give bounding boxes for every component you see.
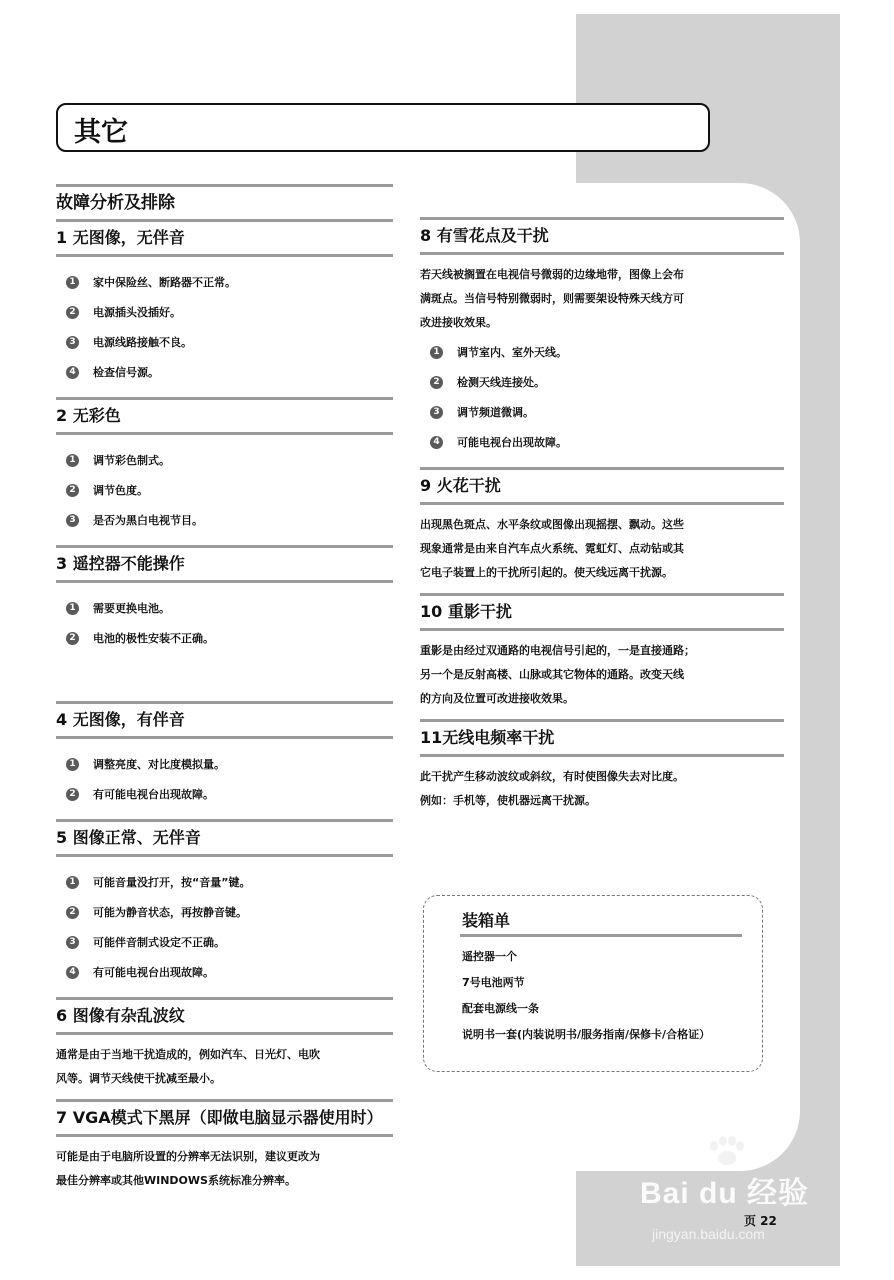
list-item — [56, 357, 393, 387]
item-text: 可能为静音状态，再按静音键。 — [93, 906, 247, 919]
paragraph-line: 另一个是反射高楼、山脉或其它物体的通路。改变天线 — [420, 668, 684, 681]
divider — [56, 736, 393, 739]
paragraph-line: 它电子装置上的干扰所引起的。使天线远离干扰源。 — [420, 566, 673, 579]
paw-icon — [706, 1136, 746, 1166]
number-badge: 2 — [66, 632, 79, 645]
packing-list-box — [423, 895, 763, 1072]
number-badge: 2 — [66, 306, 79, 319]
list-item — [56, 327, 393, 357]
section-title: 1 无图像，无伴音 — [56, 228, 185, 247]
number-badge: 3 — [66, 514, 79, 527]
paragraph-line: 满斑点。当信号特别微弱时，则需要架设特殊天线方可 — [420, 292, 684, 305]
paragraph-line: 最佳分辨率或其他WINDOWS系统标准分辨率。 — [56, 1174, 296, 1187]
section-title: 7 VGA模式下黑屏（即做电脑显示器使用时） — [56, 1108, 383, 1127]
paragraph-line: 现象通常是由来自汽车点火系统、霓虹灯、点动钻或其 — [420, 542, 684, 555]
list-item — [56, 297, 393, 327]
page-title: 其它 — [74, 117, 128, 148]
left-column — [56, 184, 393, 1201]
section-title: 3 遥控器不能操作 — [56, 554, 185, 573]
packing-list-item: 配套电源线一条 — [462, 1002, 539, 1015]
number-badge: 1 — [66, 602, 79, 615]
item-text: 调节室内、室外天线。 — [457, 346, 567, 359]
item-text: 调整亮度、对比度模拟量。 — [93, 758, 225, 771]
divider — [420, 217, 784, 220]
item-text: 电源插头没插好。 — [93, 306, 181, 319]
divider — [420, 593, 784, 596]
list-item — [56, 779, 393, 809]
item-text: 可能电视台出现故障。 — [457, 436, 567, 449]
packing-list-item: 7号电池两节 — [462, 976, 525, 989]
list-item — [56, 445, 393, 475]
item-text: 电池的极性安装不正确。 — [93, 632, 214, 645]
number-badge: 3 — [66, 336, 79, 349]
divider — [56, 580, 393, 583]
divider — [420, 719, 784, 722]
number-badge: 3 — [66, 936, 79, 949]
divider — [56, 397, 393, 400]
list-item — [56, 623, 393, 653]
section-title: 5 图像正常、无伴音 — [56, 828, 201, 847]
main-heading: 故障分析及排除 — [56, 193, 175, 213]
section-title: 6 图像有杂乱波纹 — [56, 1006, 185, 1025]
list-item — [56, 897, 393, 927]
item-text: 可能伴音制式设定不正确。 — [93, 936, 225, 949]
section-title: 10 重影干扰 — [420, 602, 512, 621]
item-list — [56, 749, 393, 809]
divider — [56, 997, 393, 1000]
section-title: 9 火花干扰 — [420, 476, 501, 495]
number-badge: 4 — [430, 436, 443, 449]
item-list — [56, 445, 393, 535]
number-badge: 2 — [66, 788, 79, 801]
paragraph-line: 此干扰产生移动波纹或斜纹，有时使图像失去对比度。 — [420, 770, 684, 783]
spacer — [56, 663, 393, 701]
right-column — [420, 217, 784, 821]
page-title-box — [56, 103, 710, 152]
section-title: 8 有雪花点及干扰 — [420, 226, 549, 245]
paragraph-line: 出现黑色斑点、水平条纹或图像出现摇摆、飘动。这些 — [420, 518, 684, 531]
page-number: 页 22 — [744, 1214, 777, 1228]
list-item — [56, 505, 393, 535]
item-text: 家中保险丝、断路器不正常。 — [93, 276, 236, 289]
item-text: 有可能电视台出现故障。 — [93, 966, 214, 979]
divider — [56, 819, 393, 822]
section-title: 4 无图像，有伴音 — [56, 710, 185, 729]
number-badge: 4 — [66, 966, 79, 979]
item-text: 检查信号源。 — [93, 366, 159, 379]
item-list — [56, 593, 393, 653]
divider — [420, 628, 784, 631]
divider — [56, 184, 393, 187]
number-badge: 1 — [66, 758, 79, 771]
watermark-url: jingyan.baidu.com — [652, 1226, 765, 1242]
paragraph — [420, 513, 784, 585]
number-badge: 2 — [430, 376, 443, 389]
list-item — [56, 867, 393, 897]
divider — [56, 1134, 393, 1137]
item-text: 是否为黑白电视节目。 — [93, 514, 203, 527]
packing-list-item: 遥控器一个 — [462, 950, 517, 963]
divider — [56, 545, 393, 548]
item-text: 电源线路接触不良。 — [93, 336, 192, 349]
divider — [420, 754, 784, 757]
item-text: 调节色度。 — [93, 484, 148, 497]
item-text: 需要更换电池。 — [93, 602, 170, 615]
section-title: 2 无彩色 — [56, 406, 121, 425]
paragraph-line: 若天线被搁置在电视信号微弱的边缘地带，图像上会布 — [420, 268, 684, 281]
divider — [420, 502, 784, 505]
paragraph-line: 风等。调节天线使干扰减至最小。 — [56, 1072, 221, 1085]
item-text: 调节彩色制式。 — [93, 454, 170, 467]
item-list — [56, 867, 393, 987]
number-badge: 2 — [66, 484, 79, 497]
item-list — [56, 267, 393, 387]
paragraph-line: 的方向及位置可改进接收效果。 — [420, 692, 574, 705]
divider — [56, 219, 393, 222]
divider — [56, 1099, 393, 1102]
paragraph — [420, 263, 784, 335]
number-badge: 4 — [66, 366, 79, 379]
number-badge: 1 — [66, 276, 79, 289]
list-item — [56, 593, 393, 623]
item-text: 检测天线连接处。 — [457, 376, 545, 389]
number-badge: 1 — [66, 876, 79, 889]
list-item — [420, 397, 784, 427]
divider — [56, 701, 393, 704]
paragraph — [56, 1145, 393, 1193]
item-text: 有可能电视台出现故障。 — [93, 788, 214, 801]
paragraph-line: 可能是由于电脑所设置的分辨率无法识别，建议更改为 — [56, 1150, 320, 1163]
paragraph — [56, 1043, 393, 1091]
item-text: 调节频道微调。 — [457, 406, 534, 419]
paragraph-line: 例如：手机等，使机器远离干扰源。 — [420, 794, 596, 807]
paragraph-line: 重影是由经过双通路的电视信号引起的，一是直接通路； — [420, 644, 695, 657]
number-badge: 1 — [430, 346, 443, 359]
number-badge: 3 — [430, 406, 443, 419]
paragraph-line: 改进接收效果。 — [420, 316, 497, 329]
number-badge: 2 — [66, 906, 79, 919]
list-item — [420, 427, 784, 457]
list-item — [56, 927, 393, 957]
divider — [420, 252, 784, 255]
packing-list-title: 装箱单 — [462, 911, 511, 930]
item-list — [420, 337, 784, 457]
paragraph — [420, 639, 784, 711]
paragraph-line: 通常是由于当地干扰造成的，例如汽车、日光灯、电吹 — [56, 1048, 320, 1061]
list-item — [56, 957, 393, 987]
item-text: 可能音量没打开，按“音量”键。 — [93, 876, 251, 889]
list-item — [56, 267, 393, 297]
list-item — [420, 367, 784, 397]
divider — [460, 934, 742, 937]
watermark-logo: Bai du 经验 — [640, 1177, 810, 1210]
number-badge: 1 — [66, 454, 79, 467]
divider — [420, 467, 784, 470]
paragraph — [420, 765, 784, 813]
divider — [56, 432, 393, 435]
list-item — [56, 749, 393, 779]
divider — [56, 1032, 393, 1035]
list-item — [56, 475, 393, 505]
list-item — [420, 337, 784, 367]
section-title: 11无线电频率干扰 — [420, 728, 555, 747]
divider — [56, 254, 393, 257]
divider — [56, 854, 393, 857]
packing-list-item: 说明书一套(内装说明书/服务指南/保修卡/合格证） — [462, 1028, 711, 1041]
